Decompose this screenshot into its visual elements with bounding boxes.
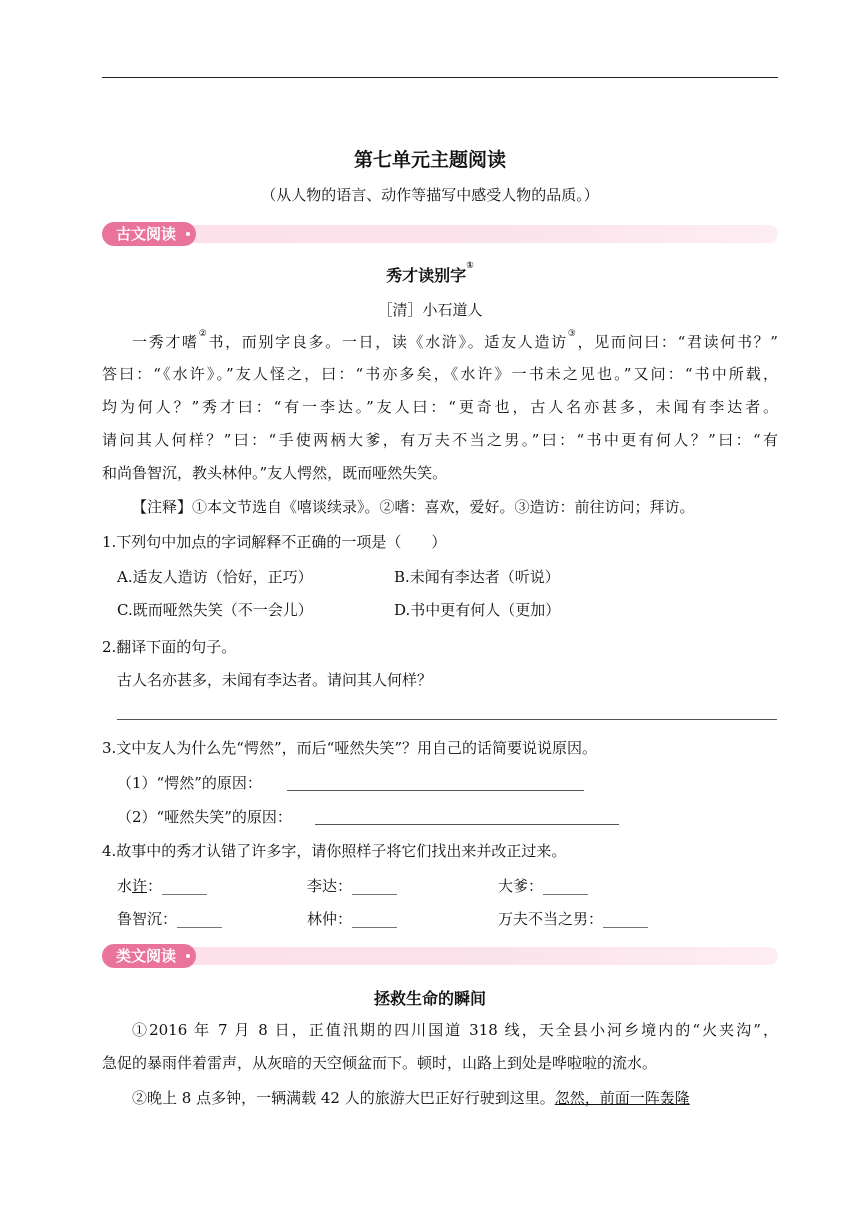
item-answer-blank[interactable]: ______ xyxy=(177,910,223,928)
question-4-stem: 4.故事中的秀才认错了许多字，请你照样子将它们找出来并改正过来。 xyxy=(102,842,567,860)
passage-text: ，见而问曰：“君读何书？” xyxy=(577,333,778,351)
section-band-bar xyxy=(102,947,778,965)
question-4-item xyxy=(498,908,648,929)
question-4-item xyxy=(307,908,397,929)
question-3-stem: 3.文中友人为什么先“愕然”，而后“哑然失笑”？用自己的话简要说说原因。 xyxy=(102,739,597,757)
item-word: 鲁智沉： xyxy=(117,910,178,928)
passage-title xyxy=(0,263,860,286)
dot-icon xyxy=(186,954,190,958)
item-answer-blank[interactable]: ______ xyxy=(603,910,649,928)
footnote-mark: ② xyxy=(198,329,209,339)
question-1-option-d: D.书中更有何人（更加） xyxy=(394,601,561,619)
question-3-part-1: （1）“愕然”的原因： xyxy=(117,774,262,792)
item-answer-blank[interactable]: ______ xyxy=(543,877,589,895)
passage-text-underlined: 忽然，前面一阵轰隆 xyxy=(554,1089,690,1107)
section-label-text: 类文阅读 xyxy=(116,947,177,965)
section-band-similar xyxy=(102,944,778,968)
item-word: 万夫不当之男： xyxy=(498,910,604,928)
footnote-mark: ① xyxy=(466,261,474,271)
section-band-classical xyxy=(102,222,778,246)
question-4-item xyxy=(498,875,588,896)
passage-line-5: 和尚鲁智沉，教头林仲。”友人愕然，既而哑然失笑。 xyxy=(102,464,448,482)
item-word: 大爹： xyxy=(498,877,544,895)
header-rule xyxy=(102,77,778,78)
section-label-text: 古文阅读 xyxy=(116,225,177,243)
section-label xyxy=(102,944,196,968)
question-4-item xyxy=(307,875,397,896)
question-3-part-2: （2）“哑然失笑”的原因： xyxy=(117,808,292,826)
question-2-sentence: 古人名亦甚多，未闻有李达者。请问其人何样？ xyxy=(117,671,433,689)
item-answer-blank[interactable]: ______ xyxy=(162,877,208,895)
passage-line-4: 请问其人何样？”曰：“手使两柄大爹，有万夫不当之男。”曰：“书中更有何人？”曰：“有 xyxy=(102,431,778,449)
item-colon: ： xyxy=(147,877,163,895)
passage-text: ②晚上 8 点多钟，一辆满载 42 人的旅游大巴正好行驶到这里。 xyxy=(132,1089,555,1107)
item-word: 林仲： xyxy=(307,910,353,928)
item-word-underlined: 许 xyxy=(132,877,148,895)
passage-author: ［清］小石道人 xyxy=(377,301,483,319)
section-band-bar xyxy=(102,225,778,243)
passage-title: 拯救生命的瞬间 xyxy=(373,989,486,1008)
question-1-option-b: B.未闻有李达者（听说） xyxy=(394,568,560,586)
passage-line-1: ①2016 年 7 月 8 日，正值汛期的四川国道 318 线，天全县小河乡境内的“火夹沟”， xyxy=(132,1021,778,1039)
question-4-item xyxy=(117,908,222,929)
question-1-option-c: C.既而哑然失笑（不一会儿） xyxy=(117,601,313,619)
passage-line-3: 均为何人？”秀才曰：“有一李达。”友人曰：“更奇也，古人名亦甚多，未闻有李达者。 xyxy=(102,398,778,416)
dot-icon xyxy=(186,232,190,236)
item-answer-blank[interactable]: ______ xyxy=(352,910,398,928)
question-2-stem: 2.翻译下面的句子。 xyxy=(102,638,237,656)
passage-text: 一秀才嗜 xyxy=(132,333,199,351)
passage-line-3 xyxy=(132,1087,690,1108)
question-4-item xyxy=(117,875,207,896)
page-title: 第七单元主题阅读 xyxy=(353,149,506,171)
passage-line-1 xyxy=(132,331,778,352)
answer-line[interactable] xyxy=(117,719,777,720)
item-word: 李达： xyxy=(307,877,353,895)
item-word: 水 xyxy=(117,877,133,895)
passage-line-2: 答曰：“《水许》。”友人怪之，曰：“书亦多矣，《水许》一书未之见也。”又问：“书中所载， xyxy=(102,365,778,383)
passage-title-text: 秀才读别字 xyxy=(386,266,467,285)
section-label xyxy=(102,222,196,246)
passage-line-2: 急促的暴雨伴着雷声，从灰暗的天空倾盆而下。顿时，山路上到处是哗啦啦的流水。 xyxy=(102,1054,658,1072)
answer-line[interactable] xyxy=(287,790,584,791)
passage-text: 书，而别字良多。一日，读《水浒》。适友人造访 xyxy=(208,333,568,351)
question-1-stem: 1.下列句中加点的字词解释不正确的一项是（ ） xyxy=(102,533,447,551)
annotation-note: 【注释】①本文节选自《嘻谈续录》。②嗜：喜欢，爱好。③造访：前往访问；拜访。 xyxy=(132,498,695,516)
footnote-mark: ③ xyxy=(567,329,578,339)
question-1-option-a: A.适友人造访（恰好，正巧） xyxy=(117,568,313,586)
page-subtitle: （从人物的语言、动作等描写中感受人物的品质。） xyxy=(261,186,599,204)
answer-line[interactable] xyxy=(315,824,619,825)
item-answer-blank[interactable]: ______ xyxy=(352,877,398,895)
